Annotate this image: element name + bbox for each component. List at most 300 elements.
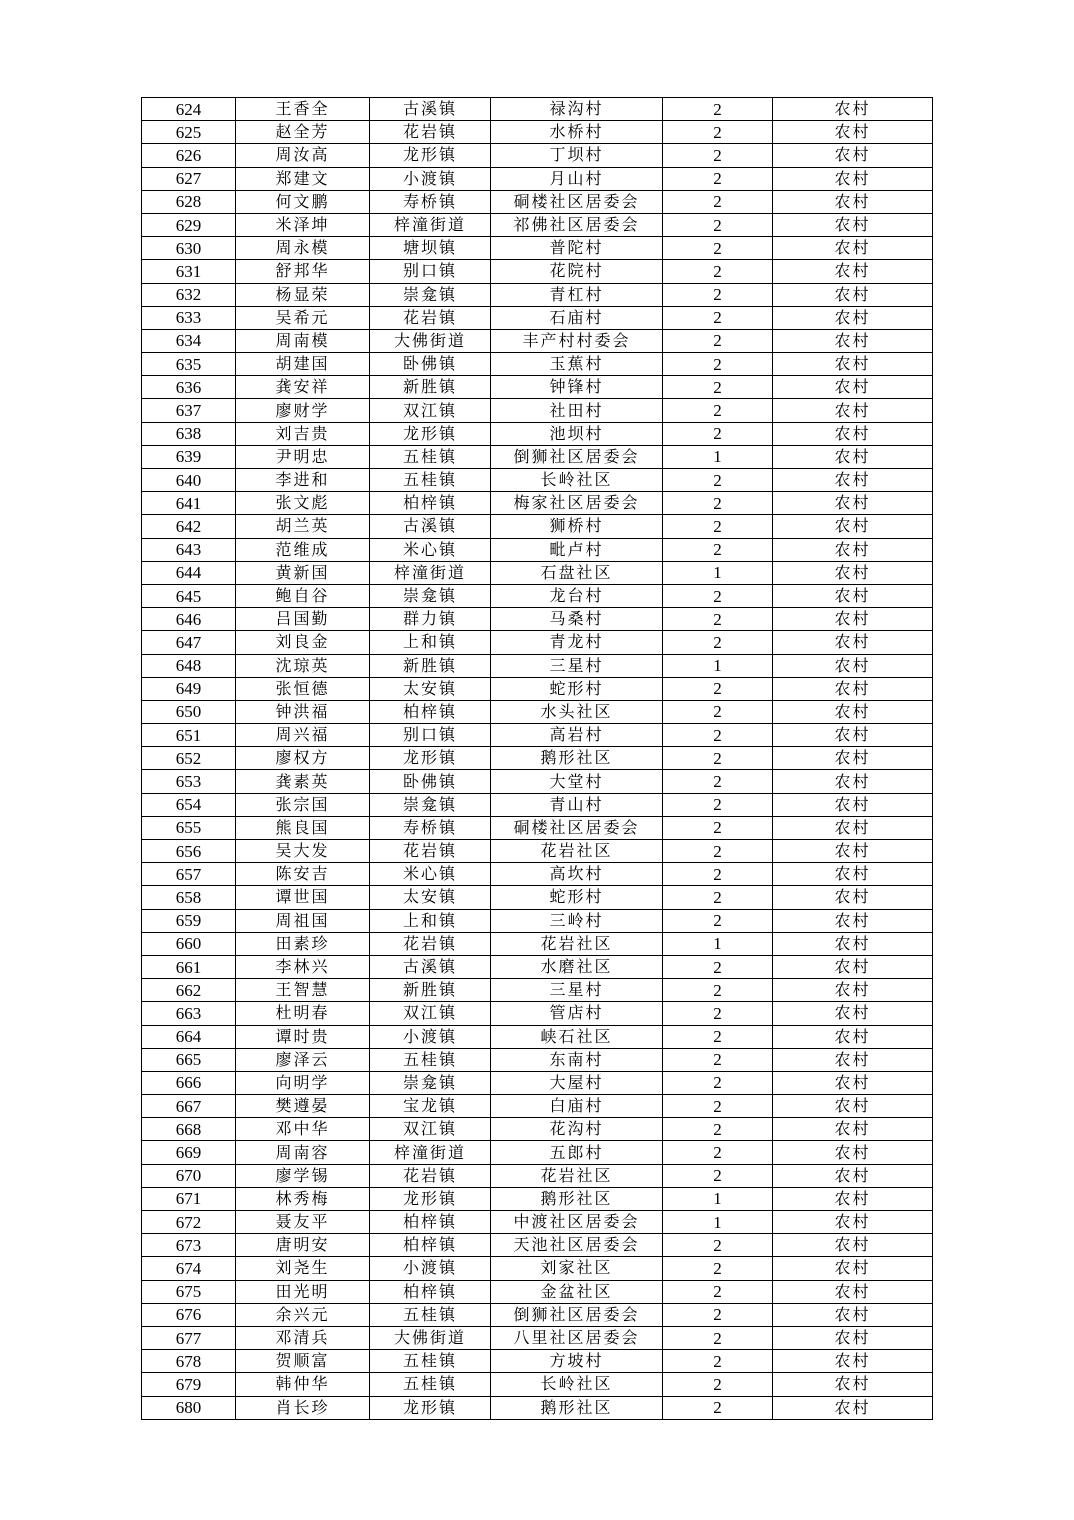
person-name-cell: 赵全芳: [236, 121, 370, 144]
village-name-cell: 丁坝村: [491, 144, 663, 167]
table-row: [142, 909, 933, 932]
village-name-cell: 大屋村: [491, 1071, 663, 1094]
row-number-cell: 624: [142, 98, 236, 121]
town-name-cell: 花岩镇: [370, 932, 491, 955]
town-name-cell: 古溪镇: [370, 955, 491, 978]
area-type-cell: 农村: [773, 422, 933, 445]
person-name-cell: 廖泽云: [236, 1048, 370, 1071]
count-value-cell: 2: [663, 1164, 773, 1187]
count-value-cell: 2: [663, 283, 773, 306]
area-type-cell: 农村: [773, 654, 933, 677]
area-type-cell: 农村: [773, 1095, 933, 1118]
count-value-cell: 2: [663, 329, 773, 352]
person-name-cell: 廖权方: [236, 747, 370, 770]
village-name-cell: 钟锋村: [491, 376, 663, 399]
count-value-cell: 2: [663, 700, 773, 723]
count-value-cell: 1: [663, 445, 773, 468]
area-type-cell: 农村: [773, 793, 933, 816]
area-type-cell: 农村: [773, 260, 933, 283]
row-number-cell: 658: [142, 886, 236, 909]
village-name-cell: 毗卢村: [491, 538, 663, 561]
town-name-cell: 柏梓镇: [370, 1234, 491, 1257]
area-type-cell: 农村: [773, 840, 933, 863]
count-value-cell: 2: [663, 793, 773, 816]
person-name-cell: 余兴元: [236, 1303, 370, 1326]
village-name-cell: 花岩社区: [491, 932, 663, 955]
person-name-cell: 向明学: [236, 1071, 370, 1094]
town-name-cell: 花岩镇: [370, 121, 491, 144]
count-value-cell: 2: [663, 1141, 773, 1164]
table-row: [142, 700, 933, 723]
table-row: [142, 1095, 933, 1118]
row-number-cell: 628: [142, 190, 236, 213]
count-value-cell: 2: [663, 1071, 773, 1094]
person-name-cell: 聂友平: [236, 1211, 370, 1234]
count-value-cell: 2: [663, 422, 773, 445]
village-name-cell: 石庙村: [491, 306, 663, 329]
count-value-cell: 2: [663, 237, 773, 260]
person-name-cell: 刘吉贵: [236, 422, 370, 445]
table-row: [142, 445, 933, 468]
row-number-cell: 674: [142, 1257, 236, 1280]
row-number-cell: 668: [142, 1118, 236, 1141]
row-number-cell: 633: [142, 306, 236, 329]
town-name-cell: 别口镇: [370, 260, 491, 283]
town-name-cell: 五桂镇: [370, 469, 491, 492]
village-name-cell: 硐楼社区居委会: [491, 190, 663, 213]
row-number-cell: 678: [142, 1350, 236, 1373]
count-value-cell: 2: [663, 677, 773, 700]
row-number-cell: 670: [142, 1164, 236, 1187]
table-row: [142, 1280, 933, 1303]
area-type-cell: 农村: [773, 492, 933, 515]
area-type-cell: 农村: [773, 1350, 933, 1373]
person-name-cell: 尹明忠: [236, 445, 370, 468]
row-number-cell: 639: [142, 445, 236, 468]
person-name-cell: 田光明: [236, 1280, 370, 1303]
row-number-cell: 659: [142, 909, 236, 932]
person-name-cell: 范维成: [236, 538, 370, 561]
town-name-cell: 小渡镇: [370, 1257, 491, 1280]
town-name-cell: 花岩镇: [370, 840, 491, 863]
row-number-cell: 632: [142, 283, 236, 306]
person-name-cell: 王智慧: [236, 979, 370, 1002]
row-number-cell: 647: [142, 631, 236, 654]
row-number-cell: 625: [142, 121, 236, 144]
town-name-cell: 五桂镇: [370, 1048, 491, 1071]
table-row: [142, 399, 933, 422]
town-name-cell: 梓潼街道: [370, 213, 491, 236]
count-value-cell: 2: [663, 515, 773, 538]
table-row: [142, 1257, 933, 1280]
town-name-cell: 崇龛镇: [370, 283, 491, 306]
village-name-cell: 普陀村: [491, 237, 663, 260]
village-name-cell: 鹅形社区: [491, 1396, 663, 1419]
person-name-cell: 樊遵晏: [236, 1095, 370, 1118]
area-type-cell: 农村: [773, 538, 933, 561]
row-number-cell: 664: [142, 1025, 236, 1048]
table-row: [142, 816, 933, 839]
row-number-cell: 665: [142, 1048, 236, 1071]
table-row: [142, 329, 933, 352]
village-name-cell: 蛇形村: [491, 677, 663, 700]
area-type-cell: 农村: [773, 1187, 933, 1210]
row-number-cell: 648: [142, 654, 236, 677]
village-name-cell: 五郎村: [491, 1141, 663, 1164]
count-value-cell: 2: [663, 492, 773, 515]
village-name-cell: 中渡社区居委会: [491, 1211, 663, 1234]
area-type-cell: 农村: [773, 909, 933, 932]
town-name-cell: 龙形镇: [370, 747, 491, 770]
row-number-cell: 675: [142, 1280, 236, 1303]
area-type-cell: 农村: [773, 121, 933, 144]
table-row: [142, 793, 933, 816]
village-name-cell: 社田村: [491, 399, 663, 422]
village-name-cell: 花岩社区: [491, 1164, 663, 1187]
village-name-cell: 金盆社区: [491, 1280, 663, 1303]
row-number-cell: 636: [142, 376, 236, 399]
area-type-cell: 农村: [773, 98, 933, 121]
count-value-cell: 2: [663, 584, 773, 607]
count-value-cell: 2: [663, 399, 773, 422]
town-name-cell: 花岩镇: [370, 1164, 491, 1187]
count-value-cell: 2: [663, 1025, 773, 1048]
town-name-cell: 大佛街道: [370, 329, 491, 352]
town-name-cell: 双江镇: [370, 1002, 491, 1025]
person-name-cell: 胡建国: [236, 353, 370, 376]
town-name-cell: 五桂镇: [370, 445, 491, 468]
row-number-cell: 635: [142, 353, 236, 376]
town-name-cell: 古溪镇: [370, 98, 491, 121]
village-name-cell: 石盘社区: [491, 561, 663, 584]
village-name-cell: 长岭社区: [491, 469, 663, 492]
village-name-cell: 梅家社区居委会: [491, 492, 663, 515]
row-number-cell: 631: [142, 260, 236, 283]
row-number-cell: 654: [142, 793, 236, 816]
area-type-cell: 农村: [773, 1071, 933, 1094]
row-number-cell: 657: [142, 863, 236, 886]
row-number-cell: 671: [142, 1187, 236, 1210]
person-name-cell: 田素珍: [236, 932, 370, 955]
person-name-cell: 肖长珍: [236, 1396, 370, 1419]
village-name-cell: 刘家社区: [491, 1257, 663, 1280]
row-number-cell: 666: [142, 1071, 236, 1094]
town-name-cell: 双江镇: [370, 399, 491, 422]
table-row: [142, 353, 933, 376]
area-type-cell: 农村: [773, 469, 933, 492]
area-type-cell: 农村: [773, 329, 933, 352]
town-name-cell: 群力镇: [370, 608, 491, 631]
table-row: [142, 840, 933, 863]
person-name-cell: 周南模: [236, 329, 370, 352]
area-type-cell: 农村: [773, 190, 933, 213]
person-name-cell: 谭时贵: [236, 1025, 370, 1048]
table-row: [142, 561, 933, 584]
village-name-cell: 龙台村: [491, 584, 663, 607]
table-row: [142, 98, 933, 121]
row-number-cell: 660: [142, 932, 236, 955]
person-name-cell: 龚安祥: [236, 376, 370, 399]
village-name-cell: 高坎村: [491, 863, 663, 886]
row-number-cell: 627: [142, 167, 236, 190]
person-name-cell: 陈安吉: [236, 863, 370, 886]
table-row: [142, 213, 933, 236]
count-value-cell: 2: [663, 1280, 773, 1303]
table-row: [142, 770, 933, 793]
table-row: [142, 121, 933, 144]
count-value-cell: 2: [663, 538, 773, 561]
person-name-cell: 张恒德: [236, 677, 370, 700]
table-row: [142, 283, 933, 306]
row-number-cell: 677: [142, 1326, 236, 1349]
area-type-cell: 农村: [773, 863, 933, 886]
person-name-cell: 谭世国: [236, 886, 370, 909]
person-name-cell: 熊良国: [236, 816, 370, 839]
table-row: [142, 1303, 933, 1326]
area-type-cell: 农村: [773, 677, 933, 700]
area-type-cell: 农村: [773, 306, 933, 329]
table-row: [142, 1025, 933, 1048]
village-name-cell: 青山村: [491, 793, 663, 816]
village-name-cell: 花岩社区: [491, 840, 663, 863]
town-name-cell: 柏梓镇: [370, 492, 491, 515]
village-name-cell: 大堂村: [491, 770, 663, 793]
count-value-cell: 1: [663, 1187, 773, 1210]
village-name-cell: 花院村: [491, 260, 663, 283]
table-row: [142, 608, 933, 631]
village-name-cell: 三星村: [491, 979, 663, 1002]
count-value-cell: 2: [663, 724, 773, 747]
person-name-cell: 邓清兵: [236, 1326, 370, 1349]
table-row: [142, 538, 933, 561]
area-type-cell: 农村: [773, 700, 933, 723]
count-value-cell: 2: [663, 1373, 773, 1396]
row-number-cell: 667: [142, 1095, 236, 1118]
village-name-cell: 倒狮社区居委会: [491, 1303, 663, 1326]
table-row: [142, 1211, 933, 1234]
count-value-cell: 2: [663, 121, 773, 144]
area-type-cell: 农村: [773, 1048, 933, 1071]
town-name-cell: 梓潼街道: [370, 1141, 491, 1164]
table-row: [142, 1326, 933, 1349]
person-name-cell: 张宗国: [236, 793, 370, 816]
person-name-cell: 贺顺富: [236, 1350, 370, 1373]
row-number-cell: 640: [142, 469, 236, 492]
town-name-cell: 花岩镇: [370, 306, 491, 329]
row-number-cell: 650: [142, 700, 236, 723]
area-type-cell: 农村: [773, 1303, 933, 1326]
village-name-cell: 东南村: [491, 1048, 663, 1071]
table-row: [142, 1048, 933, 1071]
records-table-body: [142, 98, 933, 1420]
town-name-cell: 五桂镇: [370, 1350, 491, 1373]
person-name-cell: 唐明安: [236, 1234, 370, 1257]
person-name-cell: 钟洪福: [236, 700, 370, 723]
table-row: [142, 144, 933, 167]
count-value-cell: 2: [663, 770, 773, 793]
row-number-cell: 649: [142, 677, 236, 700]
count-value-cell: 2: [663, 909, 773, 932]
table-row: [142, 955, 933, 978]
town-name-cell: 五桂镇: [370, 1303, 491, 1326]
table-row: [142, 654, 933, 677]
table-row: [142, 260, 933, 283]
village-name-cell: 玉蕉村: [491, 353, 663, 376]
village-name-cell: 水桥村: [491, 121, 663, 144]
count-value-cell: 2: [663, 979, 773, 1002]
area-type-cell: 农村: [773, 1164, 933, 1187]
village-name-cell: 八里社区居委会: [491, 1326, 663, 1349]
row-number-cell: 634: [142, 329, 236, 352]
row-number-cell: 646: [142, 608, 236, 631]
town-name-cell: 小渡镇: [370, 1025, 491, 1048]
area-type-cell: 农村: [773, 770, 933, 793]
count-value-cell: 2: [663, 816, 773, 839]
person-name-cell: 张文彪: [236, 492, 370, 515]
village-name-cell: 倒狮社区居委会: [491, 445, 663, 468]
town-name-cell: 龙形镇: [370, 1396, 491, 1419]
table-row: [142, 1118, 933, 1141]
table-row: [142, 515, 933, 538]
count-value-cell: 2: [663, 747, 773, 770]
person-name-cell: 李林兴: [236, 955, 370, 978]
area-type-cell: 农村: [773, 1280, 933, 1303]
person-name-cell: 吴大发: [236, 840, 370, 863]
person-name-cell: 廖财学: [236, 399, 370, 422]
area-type-cell: 农村: [773, 1118, 933, 1141]
table-row: [142, 1396, 933, 1419]
table-row: [142, 584, 933, 607]
person-name-cell: 王香全: [236, 98, 370, 121]
town-name-cell: 上和镇: [370, 631, 491, 654]
area-type-cell: 农村: [773, 167, 933, 190]
count-value-cell: 2: [663, 840, 773, 863]
row-number-cell: 645: [142, 584, 236, 607]
person-name-cell: 龚素英: [236, 770, 370, 793]
row-number-cell: 637: [142, 399, 236, 422]
village-name-cell: 马桑村: [491, 608, 663, 631]
area-type-cell: 农村: [773, 608, 933, 631]
village-name-cell: 水磨社区: [491, 955, 663, 978]
village-name-cell: 狮桥村: [491, 515, 663, 538]
area-type-cell: 农村: [773, 724, 933, 747]
table-row: [142, 631, 933, 654]
town-name-cell: 龙形镇: [370, 422, 491, 445]
town-name-cell: 寿桥镇: [370, 190, 491, 213]
town-name-cell: 双江镇: [370, 1118, 491, 1141]
town-name-cell: 别口镇: [370, 724, 491, 747]
village-name-cell: 三星村: [491, 654, 663, 677]
person-name-cell: 郑建文: [236, 167, 370, 190]
person-name-cell: 周南容: [236, 1141, 370, 1164]
person-name-cell: 周汝高: [236, 144, 370, 167]
area-type-cell: 农村: [773, 213, 933, 236]
person-name-cell: 廖学锡: [236, 1164, 370, 1187]
town-name-cell: 崇龛镇: [370, 1071, 491, 1094]
area-type-cell: 农村: [773, 631, 933, 654]
row-number-cell: 629: [142, 213, 236, 236]
village-name-cell: 禄沟村: [491, 98, 663, 121]
area-type-cell: 农村: [773, 561, 933, 584]
table-row: [142, 492, 933, 515]
row-number-cell: 651: [142, 724, 236, 747]
village-name-cell: 花沟村: [491, 1118, 663, 1141]
person-name-cell: 刘良金: [236, 631, 370, 654]
table-row: [142, 886, 933, 909]
area-type-cell: 农村: [773, 584, 933, 607]
person-name-cell: 杜明春: [236, 1002, 370, 1025]
count-value-cell: 2: [663, 631, 773, 654]
table-row: [142, 306, 933, 329]
village-name-cell: 鹅形社区: [491, 1187, 663, 1210]
table-row: [142, 1373, 933, 1396]
town-name-cell: 古溪镇: [370, 515, 491, 538]
town-name-cell: 大佛街道: [370, 1326, 491, 1349]
town-name-cell: 太安镇: [370, 677, 491, 700]
count-value-cell: 1: [663, 932, 773, 955]
town-name-cell: 塘坝镇: [370, 237, 491, 260]
count-value-cell: 2: [663, 1002, 773, 1025]
village-name-cell: 祁佛社区居委会: [491, 213, 663, 236]
count-value-cell: 2: [663, 1095, 773, 1118]
person-name-cell: 黄新国: [236, 561, 370, 584]
town-name-cell: 崇龛镇: [370, 584, 491, 607]
area-type-cell: 农村: [773, 1396, 933, 1419]
village-name-cell: 青杠村: [491, 283, 663, 306]
table-row: [142, 747, 933, 770]
area-type-cell: 农村: [773, 886, 933, 909]
area-type-cell: 农村: [773, 144, 933, 167]
count-value-cell: 1: [663, 561, 773, 584]
person-name-cell: 吕国勤: [236, 608, 370, 631]
table-row: [142, 1141, 933, 1164]
town-name-cell: 卧佛镇: [370, 353, 491, 376]
table-row: [142, 1234, 933, 1257]
row-number-cell: 672: [142, 1211, 236, 1234]
town-name-cell: 柏梓镇: [370, 1211, 491, 1234]
area-type-cell: 农村: [773, 376, 933, 399]
area-type-cell: 农村: [773, 237, 933, 260]
count-value-cell: 2: [663, 886, 773, 909]
count-value-cell: 2: [663, 1350, 773, 1373]
area-type-cell: 农村: [773, 1141, 933, 1164]
row-number-cell: 656: [142, 840, 236, 863]
village-name-cell: 三岭村: [491, 909, 663, 932]
table-row: [142, 1002, 933, 1025]
area-type-cell: 农村: [773, 399, 933, 422]
village-name-cell: 池坝村: [491, 422, 663, 445]
person-name-cell: 舒邦华: [236, 260, 370, 283]
village-name-cell: 长岭社区: [491, 1373, 663, 1396]
count-value-cell: 2: [663, 1234, 773, 1257]
village-name-cell: 鹅形社区: [491, 747, 663, 770]
count-value-cell: 2: [663, 260, 773, 283]
row-number-cell: 662: [142, 979, 236, 1002]
person-name-cell: 鲍自谷: [236, 584, 370, 607]
row-number-cell: 679: [142, 1373, 236, 1396]
count-value-cell: 2: [663, 1257, 773, 1280]
row-number-cell: 630: [142, 237, 236, 260]
town-name-cell: 柏梓镇: [370, 1280, 491, 1303]
person-name-cell: 吴希元: [236, 306, 370, 329]
records-table: [141, 97, 933, 1420]
person-name-cell: 周兴福: [236, 724, 370, 747]
village-name-cell: 水头社区: [491, 700, 663, 723]
row-number-cell: 644: [142, 561, 236, 584]
count-value-cell: 1: [663, 654, 773, 677]
town-name-cell: 米心镇: [370, 538, 491, 561]
table-row: [142, 1071, 933, 1094]
